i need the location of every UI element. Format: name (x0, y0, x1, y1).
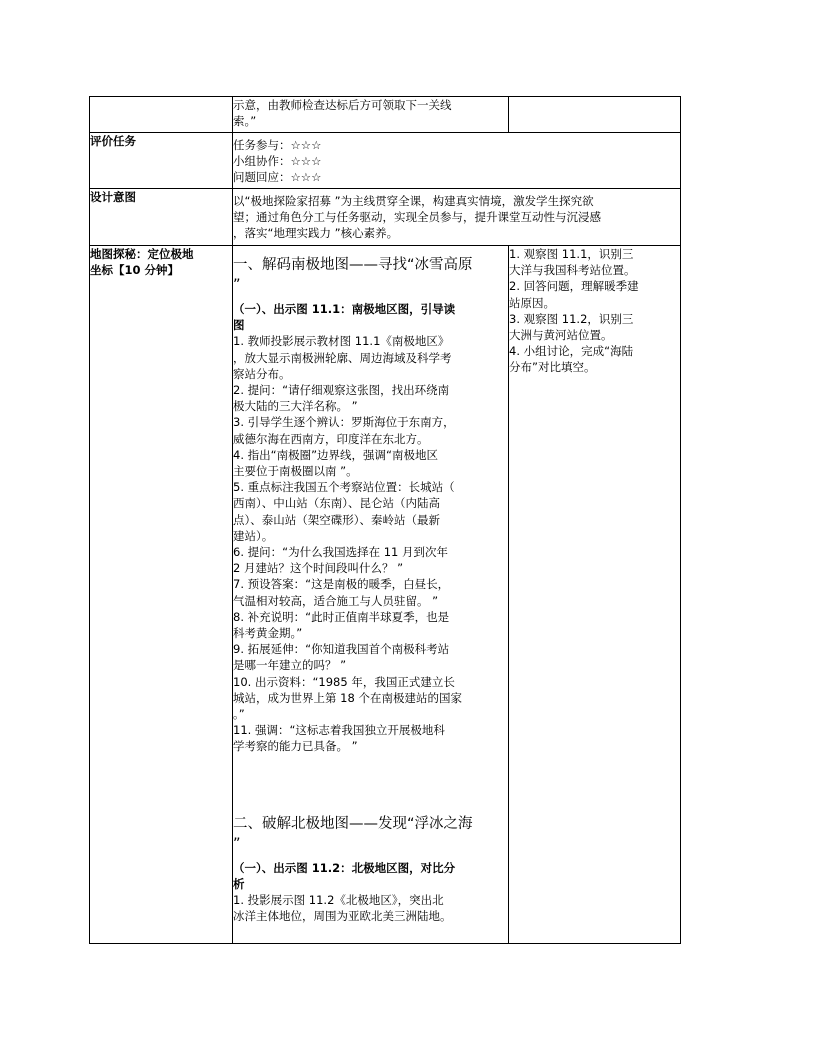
subsection-heading-line: 图 (233, 318, 245, 333)
student-step-line: 2. 回答问题，理解暖季建 (509, 279, 639, 294)
text-line: 以“极地探险家招募 ”为主线贯穿全课，构建真实情境，激发学生探究欲 (233, 194, 594, 208)
step-line: 10. 出示资料：“1985 年，我国正式建立长 (233, 674, 455, 689)
step-line: 气温相对较高，适合施工与人员驻留。 ” (233, 593, 439, 608)
step-line: ，放大显示南极洲轮廓、周边海域及科学考 (233, 350, 452, 365)
student-step-line: 站原因。 (509, 295, 555, 310)
step-line: 5. 重点标注我国五个考察站位置：长城站（ (233, 480, 455, 495)
step-line: 3. 引导学生逐个辨认：罗斯海位于东南方， (233, 415, 455, 430)
step-line: 4. 指出“南极圈”边界线，强调“南极地区 (233, 447, 438, 462)
table-row (90, 133, 681, 189)
section2-steps (233, 892, 508, 924)
section-heading-line: ” (233, 835, 241, 852)
activity-label: 地图探秘：定位极地 (90, 247, 194, 261)
empty-cell (509, 97, 681, 133)
step-line: 极大陆的三大洋名称。 ” (233, 399, 358, 414)
text-line: ，落实“地理实践力 ”核心素养。 (233, 226, 399, 241)
section-heading-line: 一、解码南极地图——寻找“冰雪高原 (233, 257, 473, 273)
step-line: 城站，成为世界上第 18 个在南极建站的国家 (233, 690, 462, 705)
subsection-heading-line: 析 (233, 876, 245, 891)
rating-line: 任务参与：☆☆☆ (233, 138, 322, 152)
subsection-heading (233, 860, 508, 892)
step-line: 。” (233, 707, 245, 722)
step-line: 1. 投影展示图 11.2《北极地区》，突出北 (233, 893, 444, 908)
table-row (90, 246, 681, 944)
student-step-line: 分布”对比填空。 (509, 360, 596, 375)
step-line: 建站）。 (233, 528, 274, 543)
table-row (90, 189, 681, 246)
subsection-heading-line: （一）、出示图 11.1：南极地区图，引导读 (233, 302, 456, 316)
section-heading-line: ” (233, 277, 241, 293)
teacher-activity-cell (233, 246, 509, 944)
step-line: 科考黄金期。” (233, 626, 303, 641)
step-line: 主要位于南极圈以南 ”。 (233, 464, 358, 479)
step-line: 8. 补充说明：“此时正值南半球夏季，也是 (233, 609, 450, 624)
section-heading (233, 814, 508, 854)
student-step-line: 大洋与我国科考站位置。 (509, 263, 636, 278)
continuation-cell (233, 97, 509, 133)
row-label: 设计意图 (90, 189, 233, 246)
evaluation-cell (233, 133, 681, 189)
step-line: 察站分布。 (233, 366, 291, 381)
step-line: 7. 预设答案：“这是南极的暖季，白昼长， (233, 577, 450, 592)
step-line: 点）、泰山站（架空碟形）、秦岭站（最新 (233, 512, 440, 527)
row-label: 评价任务 (90, 133, 233, 189)
section-heading-line: 二、破解北极地图——发现“浮冰之海 (233, 815, 473, 832)
step-line: 冰洋主体地位，周围为亚欧北美三洲陆地。 (233, 909, 452, 924)
step-line: 2. 提问：“请仔细观察这张图，找出环绕南 (233, 383, 450, 398)
section-heading (233, 255, 508, 295)
table-row (90, 97, 681, 133)
text-line: 望；通过角色分工与任务驱动，实现全员参与，提升课堂互动性与沉浸感 (233, 210, 601, 225)
step-line: 是哪一年建立的吗？ ” (233, 658, 347, 673)
student-activity-cell (509, 246, 681, 944)
lesson-plan-table (89, 96, 681, 944)
step-line: 11. 强调：“这标志着我国独立开展极地科 (233, 723, 445, 738)
row-label-empty (90, 97, 233, 133)
design-intent-cell (233, 189, 681, 246)
step-line: 1. 教师投影展示教材图 11.1《南极地区》 (233, 334, 450, 349)
student-step-line: 4. 小组讨论，完成“海陆 (509, 344, 634, 359)
subsection-heading (233, 301, 508, 333)
student-step-line: 1. 观察图 11.1，识别三 (509, 247, 634, 261)
text-line: 索。” (233, 114, 257, 129)
step-line: 9. 拓展延伸：“你知道我国首个南极科考站 (233, 642, 450, 657)
blank-space (233, 755, 508, 805)
step-line: 6. 提问：“为什么我国选择在 11 月到次年 (233, 545, 449, 560)
step-line: 西南）、中山站（东南）、昆仑站（内陆高 (233, 496, 440, 511)
step-line: 学考察的能力已具备。 ” (233, 739, 358, 754)
subsection-heading-line: （一）、出示图 11.2：北极地区图，对比分 (233, 860, 456, 875)
student-step-line: 3. 观察图 11.2，识别三 (509, 311, 634, 326)
rating-line: 问题回应：☆☆☆ (233, 170, 322, 185)
row-label (90, 246, 233, 944)
text-line: 示意，由教师检查达标后方可领取下一关线 (233, 98, 452, 112)
student-step-line: 大洲与黄河站位置。 (509, 328, 613, 343)
rating-line: 小组协作：☆☆☆ (233, 154, 322, 169)
step-line: 威德尔海在西南方，印度洋在东北方。 (233, 431, 429, 446)
section1-steps (233, 333, 508, 754)
activity-time: 坐标【10 分钟】 (90, 263, 180, 278)
step-line: 2 月建站？这个时间段叫什么？ ” (233, 561, 404, 576)
